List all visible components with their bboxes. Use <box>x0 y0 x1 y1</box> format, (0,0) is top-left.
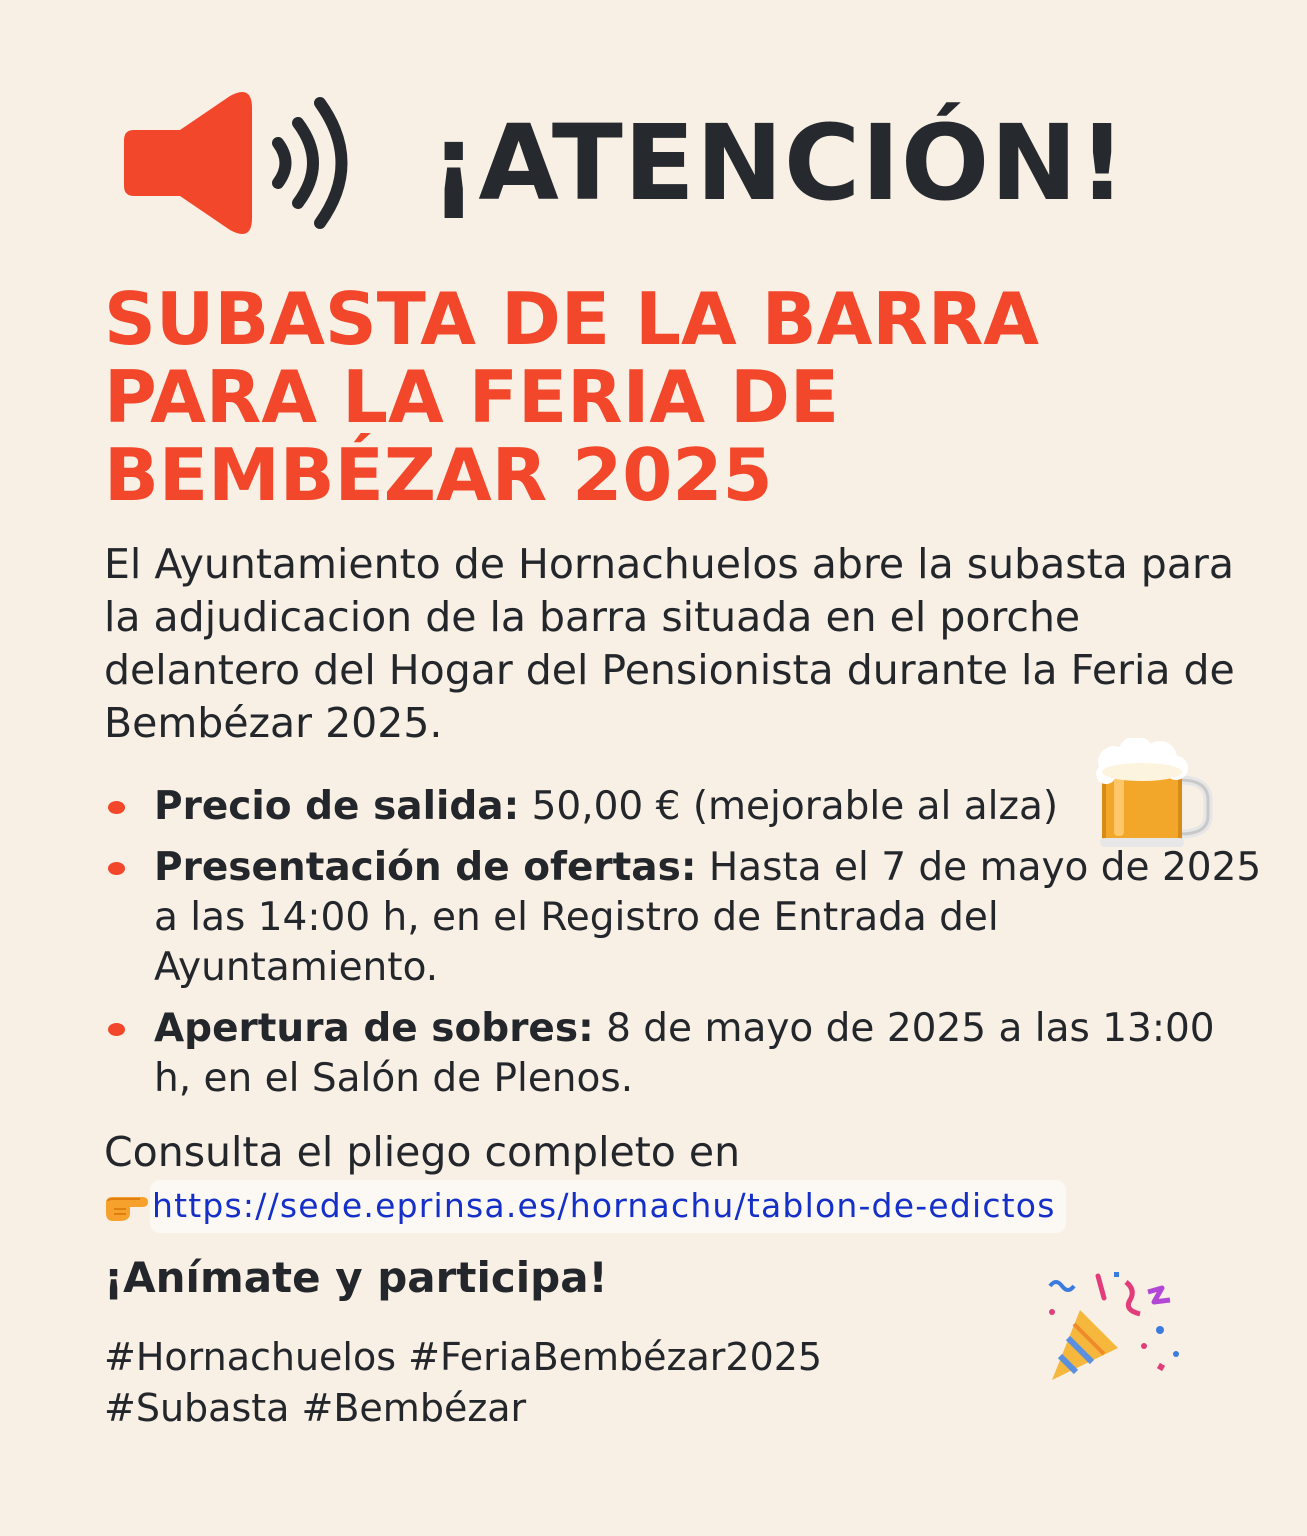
list-item <box>104 1004 1264 1104</box>
loudspeaker-icon <box>118 88 368 238</box>
bullet-dot <box>108 801 125 814</box>
bullet-dot <box>108 1023 125 1036</box>
page-title <box>104 277 1204 517</box>
edicts-board-link[interactable]: https://sede.eprinsa.es/hornachu/tablon-de-edictos <box>150 1180 1066 1233</box>
title-line: PARA LA FERIA DE <box>104 355 840 439</box>
party-popper-icon <box>1040 1268 1192 1386</box>
list-item <box>104 843 1264 993</box>
details-list <box>104 782 1264 1104</box>
bullet-text: 50,00 € (mejorable al alza) <box>531 784 1059 829</box>
bullet-dot <box>108 862 125 875</box>
link-row <box>104 1180 1066 1233</box>
call-to-action: ¡Anímate y participa! <box>104 1253 608 1302</box>
header <box>118 88 1127 238</box>
attention-heading: ¡ATENCIÓN! <box>430 102 1127 224</box>
bullet-label: Presentación de ofertas: <box>154 845 697 890</box>
title-line: SUBASTA DE LA BARRA <box>104 277 1039 361</box>
consult-text: Consulta el pliego completo en <box>104 1128 741 1176</box>
title-line: BEMBÉZAR 2025 <box>104 433 773 517</box>
bullet-text: 8 de mayo de 2025 a las 13:00 h, en el Salón de Plenos. <box>154 1006 1215 1101</box>
bullet-text: Hasta el 7 de mayo de 2025 a las 14:00 h, en el Registro de Entrada del Ayuntamiento. <box>154 845 1262 990</box>
pointing-hand-icon <box>104 1191 150 1223</box>
bullet-label: Precio de salida: <box>154 784 520 829</box>
hashtag-line: #Subasta #Bembézar <box>104 1386 527 1430</box>
bullet-label: Apertura de sobres: <box>154 1006 594 1051</box>
list-item <box>104 782 1264 832</box>
intro-paragraph: El Ayuntamiento de Hornachuelos abre la subasta para la adjudicacion de la barra situada en el porche delantero del Hogar del Pensionista durante la Feria de Bembézar 2025. <box>104 540 1235 747</box>
hashtag-line: #Hornachuelos #FeriaBembézar2025 <box>104 1335 823 1379</box>
hashtags <box>104 1332 822 1434</box>
